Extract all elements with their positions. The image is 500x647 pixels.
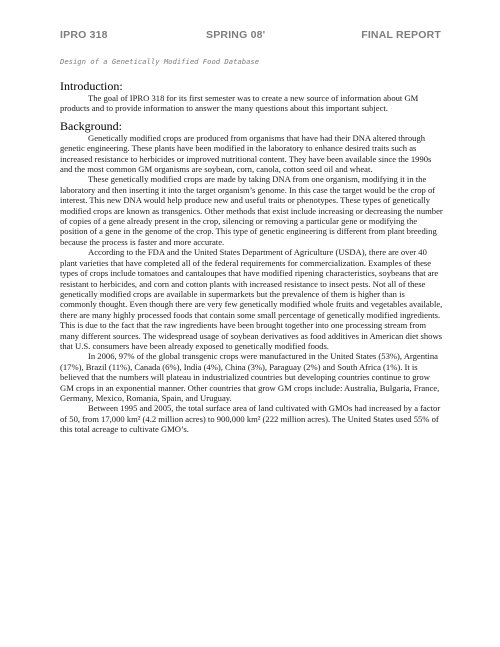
document-subtitle: Design of a Genetically Modified Food Database [60, 57, 260, 66]
background-paragraph: Genetically modified crops are produced from organisms that have had their DNA altered through genetic engineering. These plants have been modified in the laboratory to enhance desired traits such as increased resistance to herbicides or improved nutritional content. They have been available since the 1990s and the most common GM organisms are soybean, corn, canola, cotton seed oil and wheat. [60, 132, 432, 175]
introduction-heading: Introduction: [60, 79, 123, 93]
header-term: SPRING 08' [206, 29, 266, 41]
background-paragraph: According to the FDA and the United States Department of Agriculture (USDA), there are over 40 plant varieties that have completed all of the federal requirements for commercialization. Examples of these types of crops include tomatoes and cantaloupes that have modified ripening characteristics, soybeans that are resistant to herbicides, and corn and cotton plants with increased resistance to insect pests. Not all of these genetically modified crops are available in supermarkets but the prevalence of them is higher than is commonly thought. Even though there are very few genetically modified whole fruits and vegetables available, there are many highly processed foods that contain some small percentage of genetically modified ingredients. This is due to the fact that the raw ingredients have been brought together into one processing stream from many different sources. The widespread usage of soybean derivatives as food additives in American diet shows that U.S. consumers have been already exposed to genetically modified foods. [60, 247, 443, 351]
page-header [60, 29, 441, 43]
background-paragraph: In 2006, 97% of the global transgenic crops were manufactured in the United States (53%), Argentina (17%), Brazil (11%), Canada (6%), India (4%), China (3%), Paraguay (2%) and South Africa (1%). It is believed that the numbers will plateau in industrialized countries but developing countries continue to grow GM crops in an exponential manner. Other countries that grow GM crops include: Australia, Bulgaria, France, Germany, Mexico, Romania, Spain, and Uruguay. [60, 351, 440, 403]
background-heading: Background: [60, 118, 122, 133]
background-paragraph: Between 1995 and 2005, the total surface area of land cultivated with GMOs had increased by a factor of 50, from 17,000 km² (4.2 million acres) to 900,000 km² (222 million acres). The United States used 55% of this total acreage to cultivate GMO’s. [60, 403, 441, 435]
header-report-type: FINAL REPORT [361, 29, 441, 41]
document-body [60, 79, 443, 435]
header-course: IPRO 318 [60, 29, 108, 41]
background-paragraph: These genetically modified crops are made by taking DNA from one organism, modifying it in the laboratory and then inserting it into the target organism’s genome. In this case the target would be the crop of interest. This new DNA would help produce new and useful traits or phenotypes. These types of genetically modified crops are known as transgenics. Other methods that exist include increasing or decreasing the number of copies of a gene already present in the crop, silencing or removing a particular gene or modifying the position of a gene in the genome of the crop. This type of genetic engineering is different from plant breeding because the process is faster and more accurate. [60, 174, 443, 247]
introduction-paragraph: The goal of IPRO 318 for its first semester was to create a new source of information about GM products and to provide information to answer the many questions about this important subject. [60, 93, 419, 114]
